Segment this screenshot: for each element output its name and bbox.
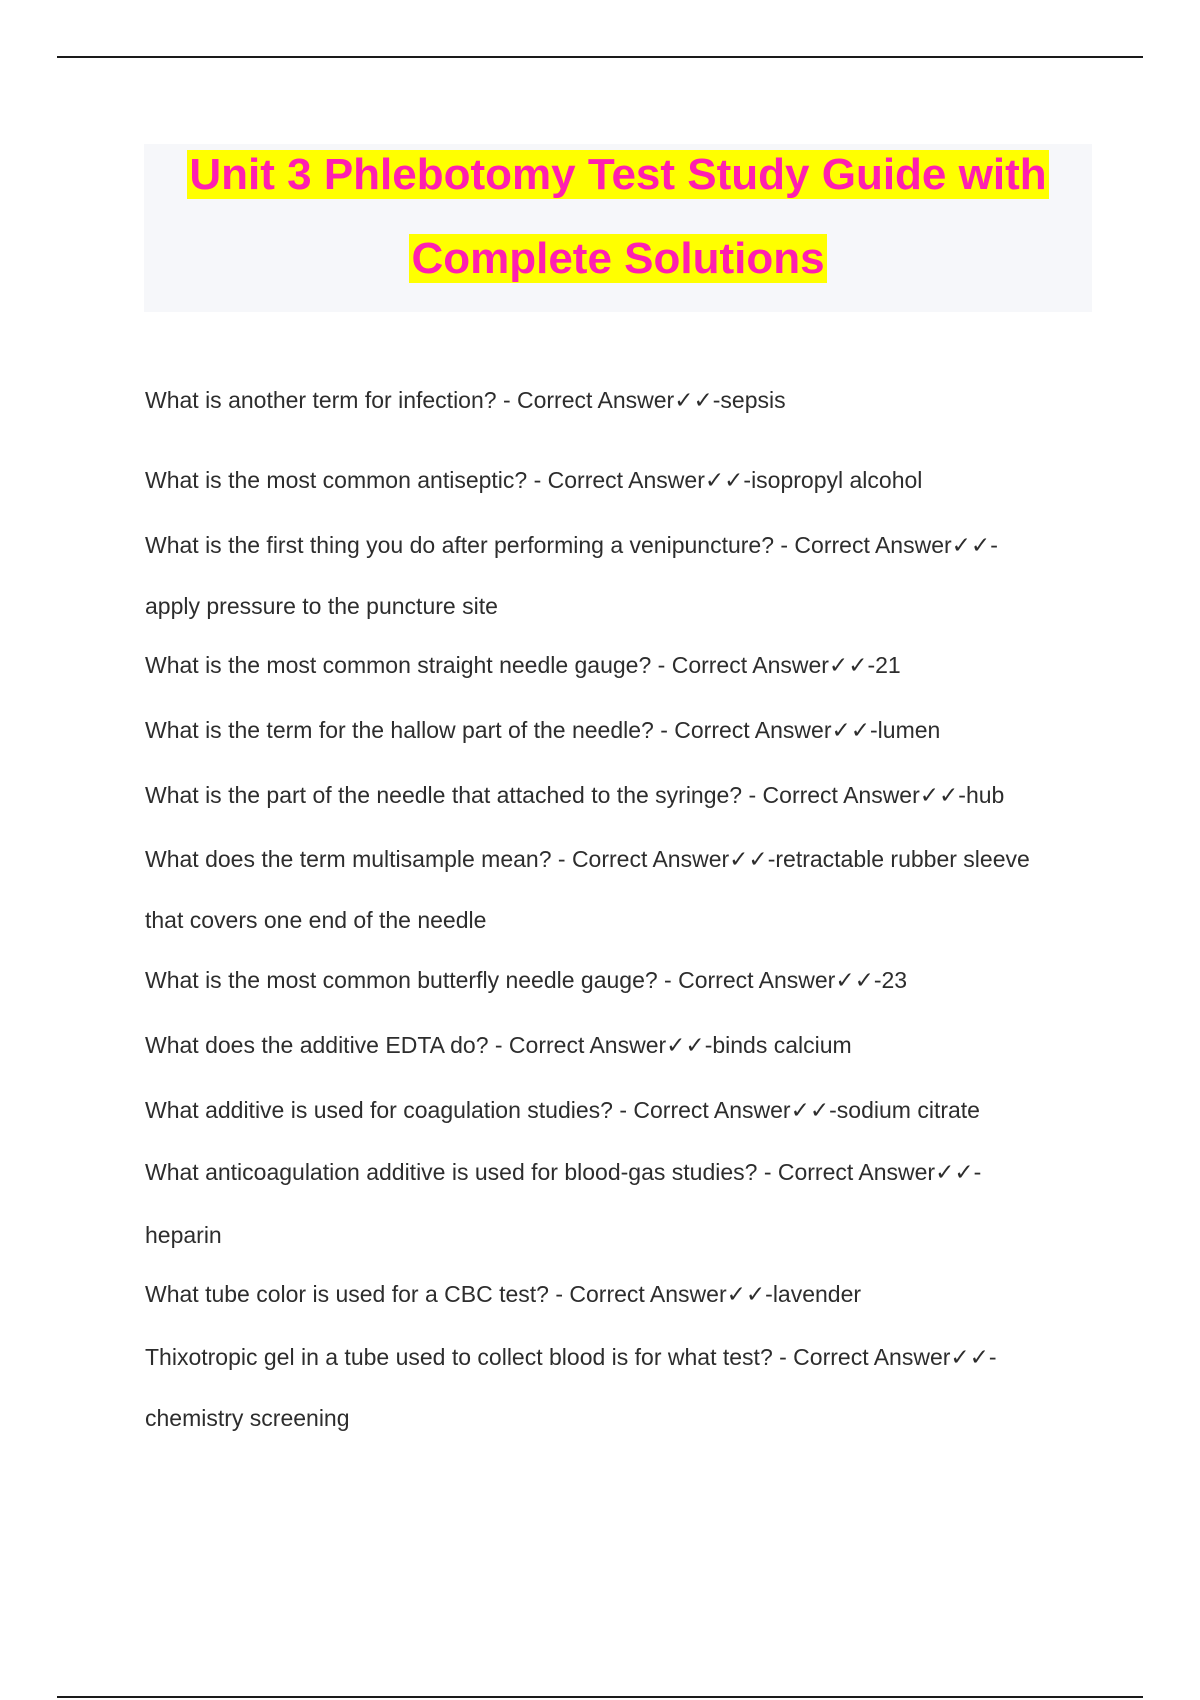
page-title-line-1 — [144, 147, 1092, 203]
qa-line: What tube color is used for a CBC test? - Correct Answer✓✓-lavender — [145, 1281, 862, 1307]
qa-line-continued: apply pressure to the puncture site — [145, 593, 498, 619]
qa-line: What does the term multisample mean? - Correct Answer✓✓-retractable rubber sleeve — [145, 846, 1030, 872]
title-block — [144, 144, 1092, 312]
page-title-line-2 — [144, 231, 1092, 287]
qa-line-continued: that covers one end of the needle — [145, 907, 487, 933]
qa-line: What is the first thing you do after performing a venipuncture? - Correct Answer✓✓- — [145, 532, 998, 558]
qa-line: What is the most common butterfly needle gauge? - Correct Answer✓✓-23 — [145, 967, 908, 993]
qa-line: Thixotropic gel in a tube used to collect blood is for what test? - Correct Answer✓✓- — [145, 1344, 997, 1370]
top-rule — [57, 56, 1143, 58]
qa-line-continued: chemistry screening — [145, 1405, 350, 1431]
qa-line: What is the most common antiseptic? - Correct Answer✓✓-isopropyl alcohol — [145, 467, 923, 493]
qa-line: What is another term for infection? - Correct Answer✓✓-sepsis — [145, 387, 786, 413]
qa-line: What does the additive EDTA do? - Correct Answer✓✓-binds calcium — [145, 1032, 852, 1058]
qa-line: What is the most common straight needle gauge? - Correct Answer✓✓-21 — [145, 652, 901, 678]
qa-line: What anticoagulation additive is used for blood-gas studies? - Correct Answer✓✓- — [145, 1159, 982, 1185]
qa-line: What additive is used for coagulation studies? - Correct Answer✓✓-sodium citrate — [145, 1097, 980, 1123]
bottom-rule — [57, 1696, 1143, 1698]
qa-line-continued: heparin — [145, 1222, 222, 1248]
title-highlight-2: Complete Solutions — [411, 234, 825, 283]
title-highlight-1: Unit 3 Phlebotomy Test Study Guide with — [189, 150, 1047, 199]
qa-line: What is the part of the needle that attached to the syringe? - Correct Answer✓✓-hub — [145, 782, 1005, 808]
qa-line: What is the term for the hallow part of the needle? - Correct Answer✓✓-lumen — [145, 717, 941, 743]
